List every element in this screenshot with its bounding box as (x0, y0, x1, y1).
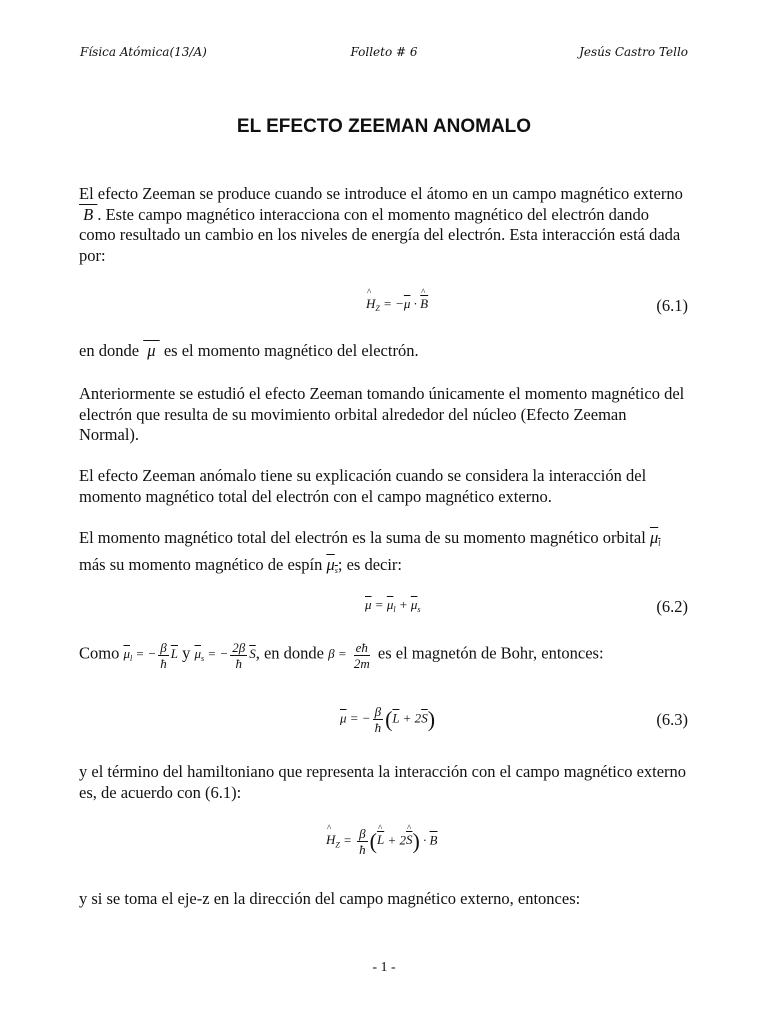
paragraph-mu-text-b: es el momento magnético del electrón. (163, 341, 419, 360)
paragraph-mu-text-a: en donde (79, 341, 140, 360)
paragraph-normal-zeeman: Anteriormente se estudió el efecto Zeeman tomando únicamente el momento magnético del electrón que resulta de su movimiento orbital alrededor del núcleo (Efecto Zeeman Normal). (79, 384, 685, 445)
equation-beta: β = $\frac{eħ}{2m}$ (328, 640, 370, 671)
paragraph-anomalous-zeeman: El efecto Zeeman anómalo tiene su explicación cuando se considera la interacción del momento magnético total del electrón con el campo magnético externo. (79, 466, 647, 506)
paragraph-intro-text-b: . Este campo magnético interacciona con el momento magnético del electrón dando como resultado un cambio en los niveles de energía del electrón. Esta interacción está dada por: (79, 204, 681, 265)
paragraph-bohr-text-b: y (182, 643, 191, 663)
paragraph-intro (79, 184, 689, 266)
paragraph-bohr-magneton (79, 640, 689, 671)
paragraph-total-moment (79, 528, 689, 581)
equation-number-6-2: (6.2) (656, 597, 688, 616)
paragraph-total-text-b: más su momento magnético de espín (79, 554, 323, 574)
symbol-mu-s: $\mu_s$ (326, 554, 338, 575)
paragraph-bohr-text-d: es el magnetón de Bohr, entonces: (377, 643, 604, 663)
header-course: Física Atómica(13/A) (80, 45, 207, 59)
page-number: - 1 - (372, 960, 396, 975)
symbol-B-vector: B (79, 204, 98, 224)
header-author: Jesús Castro Tello (579, 45, 688, 59)
paragraph-bohr-text-c: , en donde (255, 643, 324, 663)
equation-mu-l: $\overline{\mu}_l$ = − $\frac{\beta}{ħ}$ $\overline{L}$ (123, 640, 179, 671)
paragraph-intro-text-a: El efecto Zeeman se produce cuando se introduce el átomo en un campo magnético externo (79, 184, 683, 203)
paragraph-z-axis: y si se toma el eje-z en la dirección del campo magnético externo, entonces: (79, 889, 581, 908)
equation-6-3: $\overline{\mu}$ = − $\frac{\beta}{ħ}$ $(\overline{L} + 2\overline{S})$ (340, 704, 436, 735)
paragraph-total-text-c: ; es decir: (337, 554, 403, 574)
equation-number-6-1: (6.1) (656, 296, 688, 315)
equation-number-6-3: (6.3) (656, 710, 688, 729)
paragraph-bohr-text-a: Como (79, 643, 120, 663)
equation-6-1: ^ $H_Z = -\overline{\mu}$ · ^ $\overline{B}$ (366, 296, 428, 313)
symbol-mu-vector: μ (143, 341, 160, 360)
symbol-mu-l: $\mu_l$ (649, 528, 661, 548)
equation-6-2: $\overline{\mu} = \overline{\mu}_l + \overline{\mu}_s$ (365, 597, 421, 614)
equation-hamiltonian-z: ^ $H_Z$ = $\frac{\beta}{ħ}$ (^ $\overline{L}$ + 2^ $\overline{S}) \cdot \overline{B}$ (326, 826, 438, 857)
paragraph-hamiltonian: y el término del hamiltoniano que representa la interacción con el campo magnético externo es, de acuerdo con (6.1): (79, 762, 687, 802)
paragraph-total-text-a: El momento magnético total del electrón es la suma de su momento magnético orbital (79, 528, 646, 547)
equation-mu-s: $\overline{\mu}_s$ = − $\frac{2\beta}{ħ}$ $\overline{S}$ (194, 640, 256, 671)
document-title: EL EFECTO ZEEMAN ANOMALO (236, 116, 532, 137)
header-handout: Folleto # 6 (350, 45, 418, 59)
paragraph-mu-definition (79, 341, 689, 362)
